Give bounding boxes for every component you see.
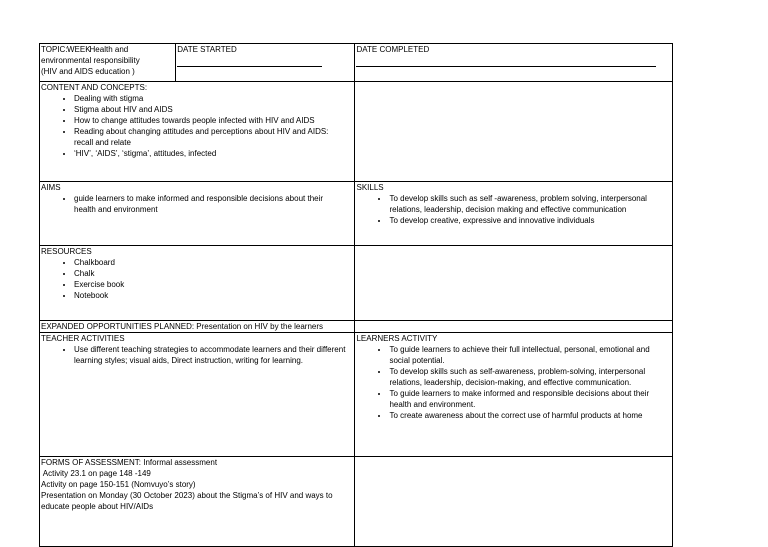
resources-item: • Chalk [74,268,354,279]
resources-item: • Exercise book [74,279,354,290]
expanded-row [40,321,673,333]
lesson-plan-table [39,43,673,547]
content-list [41,93,354,159]
assessment-empty-cell [355,457,673,547]
header-row [40,44,673,82]
date-completed-label: DATE COMPLETED [356,45,430,54]
learners-title: LEARNERS ACTIVITY [356,334,438,343]
skills-item: • To develop creative, expressive and innovative individuals [389,215,666,226]
resources-title: RESOURCES [41,247,92,256]
topic-line-1: environmental responsibility [41,56,140,65]
content-title: CONTENT AND CONCEPTS: [41,83,148,92]
date-started-label: DATE STARTED [177,45,237,54]
skills-list [356,193,672,226]
topic-line-0: Health and [89,45,129,54]
expanded-cell: EXPANDED OPPORTUNITIES PLANNED: Presentation on HIV by the learners [40,321,355,333]
learners-item: • To guide learners to make informed and responsible decisions about their health and environment. [389,388,666,410]
topic-line-2: (HIV and AIDS education ) [41,67,135,76]
date-completed-cell [355,44,673,82]
skills-title: SKILLS [356,183,384,192]
skills-item: • To develop skills such as self -awareness, problem solving, interpersonal relations, leadership, decision making and effective communication [389,193,666,215]
assessment-line-3: Presentation on Monday (30 October 2023) about the Stigma’s of HIV and ways to educate people about HIV/AIDs [41,491,333,511]
assessment-line-1: Activity 23.1 on page 148 -149 [41,469,151,478]
learners-item: • To create awareness about the correct use of harmful products at home [389,410,666,421]
learners-item: • To develop skills such as self-awareness, problem-solving, interpersonal relations, leadership, decision-making, and effective communication. [389,366,666,388]
aims-item: • guide learners to make informed and responsible decisions about their health and environment [74,193,346,215]
resources-row [40,246,673,321]
aims-cell [40,182,355,246]
expanded-empty-cell [355,321,673,333]
teacher-cell [40,333,355,457]
content-row [40,82,673,182]
topic-cell [40,44,176,82]
resources-list [41,257,354,301]
content-cell [40,82,355,182]
activities-row [40,333,673,457]
skills-cell [355,182,673,246]
resources-item: • Notebook [74,290,354,301]
aims-skills-row [40,182,673,246]
teacher-title: TEACHER ACTIVITIES [41,334,125,343]
content-item: • Stigma about HIV and AIDS [74,104,344,115]
teacher-list [41,344,354,366]
date-completed-line[interactable] [356,66,656,67]
date-started-line[interactable] [177,66,322,67]
resources-empty-cell [355,246,673,321]
assessment-row [40,457,673,547]
resources-item: • Chalkboard [74,257,354,268]
content-empty-cell [355,82,673,182]
learners-item: • To guide learners to achieve their full intellectual, personal, emotional and social potential. [389,344,666,366]
aims-list [41,193,354,215]
assessment-cell [40,457,355,547]
topic-first-line [41,44,175,55]
topic-overlap-text: WEEK [67,45,91,54]
date-started-cell [176,44,355,82]
learners-cell [355,333,673,457]
teacher-item: • Use different teaching strategies to accommodate learners and their different learning styles; visual aids, Direct instruction, writing for learning. [74,344,348,366]
content-item: • How to change attitudes towards people infected with HIV and AIDS [74,115,344,126]
topic-label: TOPIC: [41,45,68,54]
content-item: • Reading about changing attitudes and perceptions about HIV and AIDS: recall and relate [74,126,344,148]
aims-title: AIMS [41,183,61,192]
content-item: • Dealing with stigma [74,93,344,104]
resources-cell [40,246,355,321]
content-item: • ‘HIV’, ‘AIDS’, ‘stigma’, attitudes, infected [74,148,344,159]
assessment-line-2: Activity on page 150-151 (Nomvuyo’s story) [41,480,196,489]
learners-list [356,344,672,421]
assessment-line-0: FORMS OF ASSESSMENT: Informal assessment [41,458,218,467]
